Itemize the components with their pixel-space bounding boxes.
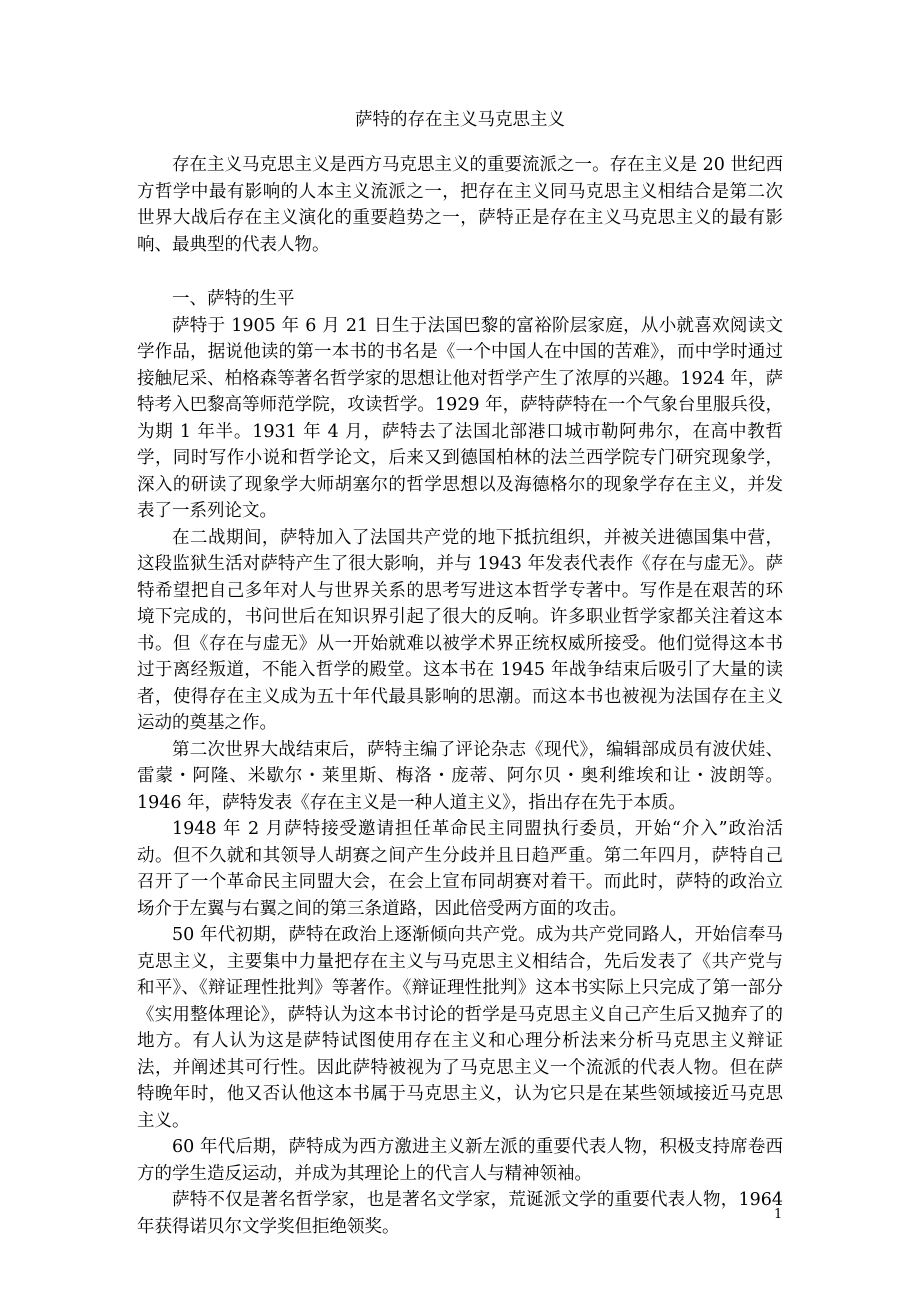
body-paragraph: 第二次世界大战结束后，萨特主编了评论杂志《现代》，编辑部成员有波伏娃、雷蒙・阿隆、米歇尔・莱里斯、梅洛・庞蒂、阿尔贝・奥利维埃和让・波朗等。1946 年，萨特发表《存在主义是一种人道主义》，指出存在先于本质。	[137, 739, 783, 813]
page-number: 1	[774, 1207, 783, 1222]
intro-block	[137, 152, 783, 286]
page-content	[137, 106, 783, 1240]
body-paragraph: 在二战期间，萨特加入了法国共产党的地下抵抗组织，并被关进德国集中营，这段监狱生活对萨特产生了很大影响，并与 1943 年发表代表作《存在与虚无》。萨特希望把自己多年对人与世界关系的思考写进这本哲学专著中。写作是在艰苦的环境下完成的，书问世后在知识界引起了很大的反响。许多职业哲学家都关注着这本书。但《存在与虚无》从一开始就难以被学术界正统权威所接受。他们觉得这本书过于离经叛道，不能入哲学的殿堂。这本书在 1945 年战争结束后吸引了大量的读者，使得存在主义成为五十年代最具影响的思潮。而这本书也被视为法国存在主义运动的奠基之作。	[137, 527, 783, 733]
body-paragraph: 萨特不仅是著名哲学家，也是著名文学家，荒诞派文学的重要代表人物，1964 年获得诺贝尔文学奖但拒绝领奖。	[137, 1190, 783, 1237]
document-title: 萨特的存在主义马克思主义	[355, 110, 565, 130]
body-paragraph: 50 年代初期，萨特在政治上逐渐倾向共产党。成为共产党同路人，开始信奉马克思主义，主要集中力量把存在主义与马克思主义相结合，先后发表了《共产党与和平》、《辩证理性批判》等著作。《辩证理性批判》这本书实际上只完成了第一部分《实用整体理论》，萨特认为这本书讨论的哲学是马克思主义自己产生后又抛弃了的地方。有人认为这是萨特试图使用存在主义和心理分析法来分析马克思主义辩证法，并阐述其可行性。因此萨特被视为了马克思主义一个流派的代表人物。但在萨特晚年时，他又否认他这本书属于马克思主义，认为它只是在某些领域接近马克思主义。	[137, 925, 783, 1131]
body-paragraph: 60 年代后期，萨特成为西方激进主义新左派的重要代表人物，积极支持席卷西方的学生造反运动，并成为其理论上的代言人与精神领袖。	[137, 1137, 783, 1184]
section-heading: 一、萨特的生平	[172, 289, 295, 309]
body-paragraph: 萨特于 1905 年 6 月 21 日生于法国巴黎的富裕阶层家庭，从小就喜欢阅读文学作品，据说他读的第一本书的书名是《一个中国人在中国的苦难》，而中学时通过接触尼采、柏格森等著名哲学家的思想让他对哲学产生了浓厚的兴趣。1924 年，萨特考入巴黎高等师范学院，攻读哲学。1929 年，萨特萨特在一个气象台里服兵役，为期 1 年半。1931 年 4 月，萨特去了法国北部港口城市勒阿弗尔，在高中教哲学，同时写作小说和哲学论文，后来又到德国柏林的法兰西学院专门研究现象学，深入的研读了现象学大师胡塞尔的哲学思想以及海德格尔的现象学存在主义，并发表了一系列论文。	[137, 315, 783, 521]
intro-paragraph: 存在主义马克思主义是西方马克思主义的重要流派之一。存在主义是 20 世纪西方哲学中最有影响的人本主义流派之一，把存在主义同马克思主义相结合是第二次世界大战后存在主义演化的重要趋势之一，萨特正是存在主义马克思主义的最有影响、最典型的代表人物。	[137, 155, 783, 255]
body-paragraph: 1948 年 2 月萨特接受邀请担任革命民主同盟执行委员，开始“介入”政治活动。但不久就和其领导人胡赛之间产生分歧并且日趋严重。第二年四月，萨特自己召开了一个革命民主同盟大会，在会上宣布同胡赛对着干。而此时，萨特的政治立场介于左翼与右翼之间的第三条道路，因此倍受两方面的攻击。	[137, 819, 783, 919]
